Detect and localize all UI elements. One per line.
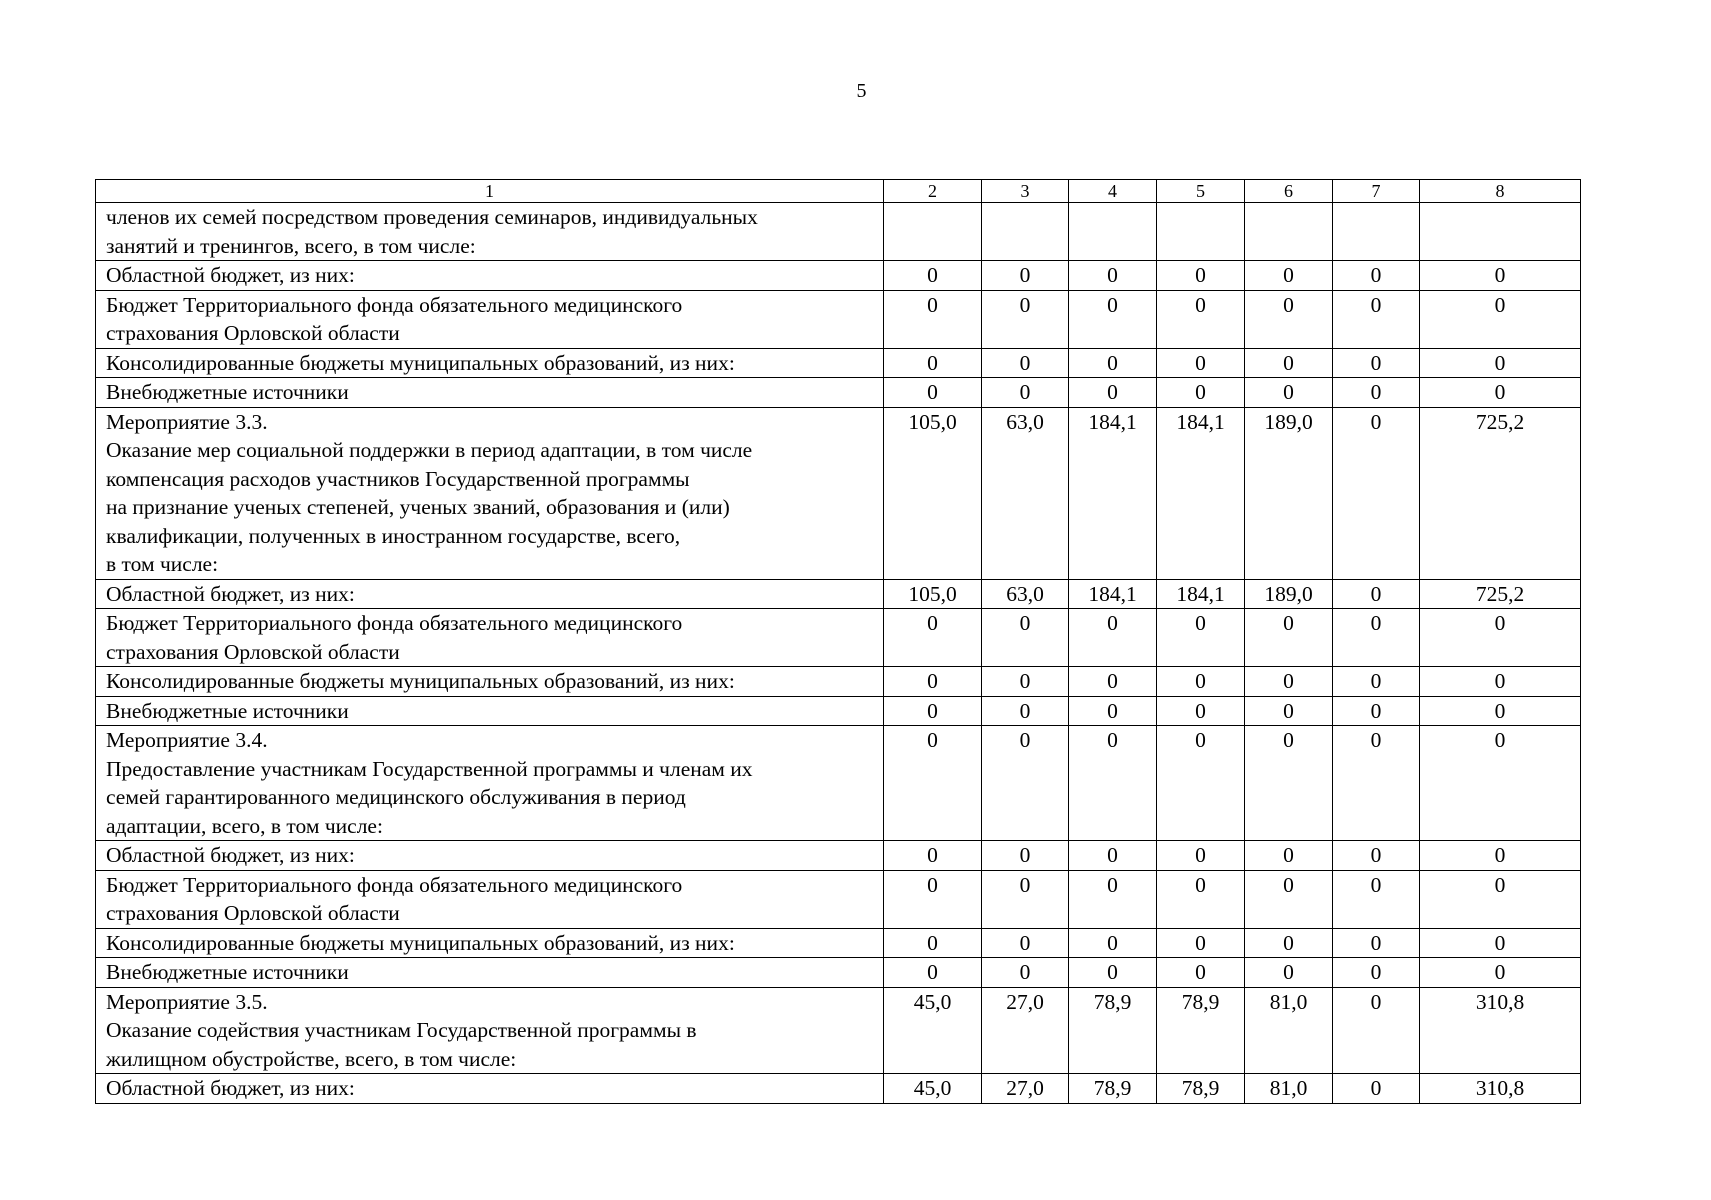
value-cell: 0: [1333, 1074, 1420, 1104]
row-description: Областной бюджет, из них:: [96, 579, 884, 609]
value-cell: 0: [1333, 958, 1420, 988]
value-cell: 0: [1157, 261, 1245, 291]
value-cell: 0: [1333, 928, 1420, 958]
value-cell: 0: [1420, 726, 1581, 841]
value-cell: 78,9: [1069, 1074, 1157, 1104]
value-cell: 0: [1069, 261, 1157, 291]
row-description: членов их семей посредством проведения семинаров, индивидуальных занятий и тренингов, всего, в том числе:: [96, 203, 884, 261]
row-description: Областной бюджет, из них:: [96, 1074, 884, 1104]
value-cell: 0: [1333, 870, 1420, 928]
value-cell: 0: [1157, 696, 1245, 726]
value-cell: 0: [1333, 841, 1420, 871]
row-description: Бюджет Территориального фонда обязательного медицинского страхования Орловской области: [96, 609, 884, 667]
value-cell: 0: [1333, 290, 1420, 348]
value-cell: 45,0: [884, 1074, 982, 1104]
table-row: [96, 928, 1581, 958]
table-row: [96, 609, 1581, 667]
value-cell: [884, 203, 982, 261]
table-row: [96, 203, 1581, 261]
value-cell: [982, 203, 1069, 261]
value-cell: 0: [1333, 987, 1420, 1074]
column-number: 1: [96, 180, 884, 203]
value-cell: 0: [1157, 928, 1245, 958]
value-cell: 0: [1420, 348, 1581, 378]
table-row: [96, 378, 1581, 408]
table-row: [96, 958, 1581, 988]
value-cell: 0: [1069, 870, 1157, 928]
value-cell: 0: [982, 841, 1069, 871]
value-cell: 0: [1069, 290, 1157, 348]
value-cell: 0: [1245, 928, 1333, 958]
value-cell: 0: [1245, 667, 1333, 697]
table-row: [96, 348, 1581, 378]
row-description: Бюджет Территориального фонда обязательного медицинского страхования Орловской области: [96, 870, 884, 928]
column-number: 8: [1420, 180, 1581, 203]
value-cell: 0: [884, 261, 982, 291]
value-cell: 0: [884, 726, 982, 841]
value-cell: 0: [884, 928, 982, 958]
value-cell: 0: [1333, 407, 1420, 579]
value-cell: 0: [1157, 870, 1245, 928]
value-cell: 0: [1157, 958, 1245, 988]
value-cell: 0: [1245, 726, 1333, 841]
value-cell: 0: [1245, 348, 1333, 378]
row-description: Консолидированные бюджеты муниципальных образований, из них:: [96, 667, 884, 697]
value-cell: 0: [1333, 348, 1420, 378]
value-cell: 0: [1420, 870, 1581, 928]
budget-table: [95, 179, 1581, 1104]
row-description: Консолидированные бюджеты муниципальных образований, из них:: [96, 348, 884, 378]
value-cell: 0: [884, 348, 982, 378]
value-cell: 0: [1333, 579, 1420, 609]
value-cell: 0: [982, 958, 1069, 988]
value-cell: 0: [1069, 841, 1157, 871]
value-cell: 0: [1333, 696, 1420, 726]
value-cell: 0: [1245, 609, 1333, 667]
value-cell: 0: [1420, 261, 1581, 291]
value-cell: 725,2: [1420, 407, 1581, 579]
value-cell: 63,0: [982, 407, 1069, 579]
value-cell: 0: [1157, 348, 1245, 378]
value-cell: 0: [1157, 378, 1245, 408]
value-cell: 0: [884, 841, 982, 871]
value-cell: 0: [1069, 958, 1157, 988]
value-cell: 310,8: [1420, 987, 1581, 1074]
table-row: [96, 667, 1581, 697]
row-description: Областной бюджет, из них:: [96, 841, 884, 871]
value-cell: 0: [1069, 696, 1157, 726]
value-cell: 0: [1420, 958, 1581, 988]
value-cell: 0: [982, 261, 1069, 291]
column-number: 4: [1069, 180, 1157, 203]
value-cell: 184,1: [1157, 579, 1245, 609]
value-cell: [1245, 203, 1333, 261]
value-cell: 0: [982, 696, 1069, 726]
table-row: [96, 579, 1581, 609]
value-cell: 27,0: [982, 1074, 1069, 1104]
value-cell: 189,0: [1245, 579, 1333, 609]
value-cell: 0: [1420, 696, 1581, 726]
value-cell: 0: [884, 378, 982, 408]
column-number: 3: [982, 180, 1069, 203]
value-cell: 0: [982, 870, 1069, 928]
row-description: Мероприятие 3.5. Оказание содействия участникам Государственной программы в жилищном обустройстве, всего, в том числе:: [96, 987, 884, 1074]
column-number: 7: [1333, 180, 1420, 203]
value-cell: 0: [1333, 726, 1420, 841]
value-cell: 184,1: [1069, 407, 1157, 579]
value-cell: 0: [982, 290, 1069, 348]
value-cell: 78,9: [1069, 987, 1157, 1074]
value-cell: 81,0: [1245, 987, 1333, 1074]
value-cell: 0: [982, 726, 1069, 841]
row-description: Мероприятие 3.4. Предоставление участникам Государственной программы и членам их семей гарантированного медицинского обслуживания в период адаптации, всего, в том числе:: [96, 726, 884, 841]
value-cell: 0: [1333, 667, 1420, 697]
value-cell: 105,0: [884, 579, 982, 609]
value-cell: [1157, 203, 1245, 261]
table-row: [96, 290, 1581, 348]
value-cell: 0: [1069, 928, 1157, 958]
table-row: [96, 841, 1581, 871]
value-cell: 0: [1069, 726, 1157, 841]
value-cell: 0: [1333, 609, 1420, 667]
value-cell: 310,8: [1420, 1074, 1581, 1104]
value-cell: 0: [982, 378, 1069, 408]
table-row: [96, 870, 1581, 928]
value-cell: 0: [1157, 841, 1245, 871]
value-cell: 45,0: [884, 987, 982, 1074]
table-row: [96, 1074, 1581, 1104]
value-cell: 184,1: [1069, 579, 1157, 609]
column-number: 6: [1245, 180, 1333, 203]
value-cell: 0: [1420, 841, 1581, 871]
value-cell: 0: [1245, 290, 1333, 348]
value-cell: 0: [884, 958, 982, 988]
value-cell: 0: [1069, 348, 1157, 378]
value-cell: 78,9: [1157, 1074, 1245, 1104]
value-cell: 81,0: [1245, 1074, 1333, 1104]
value-cell: 0: [884, 609, 982, 667]
value-cell: 0: [884, 870, 982, 928]
table-row: [96, 261, 1581, 291]
value-cell: 0: [1157, 609, 1245, 667]
value-cell: 0: [884, 696, 982, 726]
value-cell: 0: [1069, 378, 1157, 408]
column-number: 2: [884, 180, 982, 203]
value-cell: 0: [1420, 378, 1581, 408]
value-cell: 0: [1245, 841, 1333, 871]
value-cell: 0: [1420, 928, 1581, 958]
value-cell: 0: [982, 667, 1069, 697]
value-cell: 0: [982, 348, 1069, 378]
value-cell: [1333, 203, 1420, 261]
value-cell: 0: [1245, 261, 1333, 291]
value-cell: 0: [1333, 261, 1420, 291]
value-cell: 0: [1245, 870, 1333, 928]
value-cell: 0: [1245, 958, 1333, 988]
value-cell: 184,1: [1157, 407, 1245, 579]
value-cell: 0: [884, 667, 982, 697]
value-cell: 0: [1420, 609, 1581, 667]
value-cell: 63,0: [982, 579, 1069, 609]
value-cell: 189,0: [1245, 407, 1333, 579]
value-cell: 0: [982, 928, 1069, 958]
row-description: Внебюджетные источники: [96, 696, 884, 726]
value-cell: 105,0: [884, 407, 982, 579]
table-row: [96, 726, 1581, 841]
value-cell: 0: [1157, 667, 1245, 697]
table-row: [96, 987, 1581, 1074]
value-cell: 725,2: [1420, 579, 1581, 609]
page-number: 5: [856, 80, 867, 102]
row-description: Внебюджетные источники: [96, 958, 884, 988]
value-cell: 0: [1157, 726, 1245, 841]
row-description: Мероприятие 3.3. Оказание мер социальной поддержки в период адаптации, в том числе компенсация расходов участников Государственной программы на признание ученых степеней, ученых званий, образования и (или) квалификации, полученных в иностранном государстве, всего, в том числе:: [96, 407, 884, 579]
row-description: Бюджет Территориального фонда обязательного медицинского страхования Орловской области: [96, 290, 884, 348]
table-row: [96, 696, 1581, 726]
value-cell: 0: [1069, 609, 1157, 667]
row-description: Консолидированные бюджеты муниципальных образований, из них:: [96, 928, 884, 958]
value-cell: [1069, 203, 1157, 261]
value-cell: 78,9: [1157, 987, 1245, 1074]
value-cell: 0: [982, 609, 1069, 667]
value-cell: 0: [1420, 290, 1581, 348]
value-cell: 0: [1157, 290, 1245, 348]
value-cell: 0: [1245, 696, 1333, 726]
row-description: Областной бюджет, из них:: [96, 261, 884, 291]
value-cell: [1420, 203, 1581, 261]
row-description: Внебюджетные источники: [96, 378, 884, 408]
value-cell: 27,0: [982, 987, 1069, 1074]
column-number-row: [96, 180, 1581, 203]
value-cell: 0: [1245, 378, 1333, 408]
value-cell: 0: [1333, 378, 1420, 408]
table-row: [96, 407, 1581, 579]
column-number: 5: [1157, 180, 1245, 203]
value-cell: 0: [1420, 667, 1581, 697]
value-cell: 0: [1069, 667, 1157, 697]
value-cell: 0: [884, 290, 982, 348]
